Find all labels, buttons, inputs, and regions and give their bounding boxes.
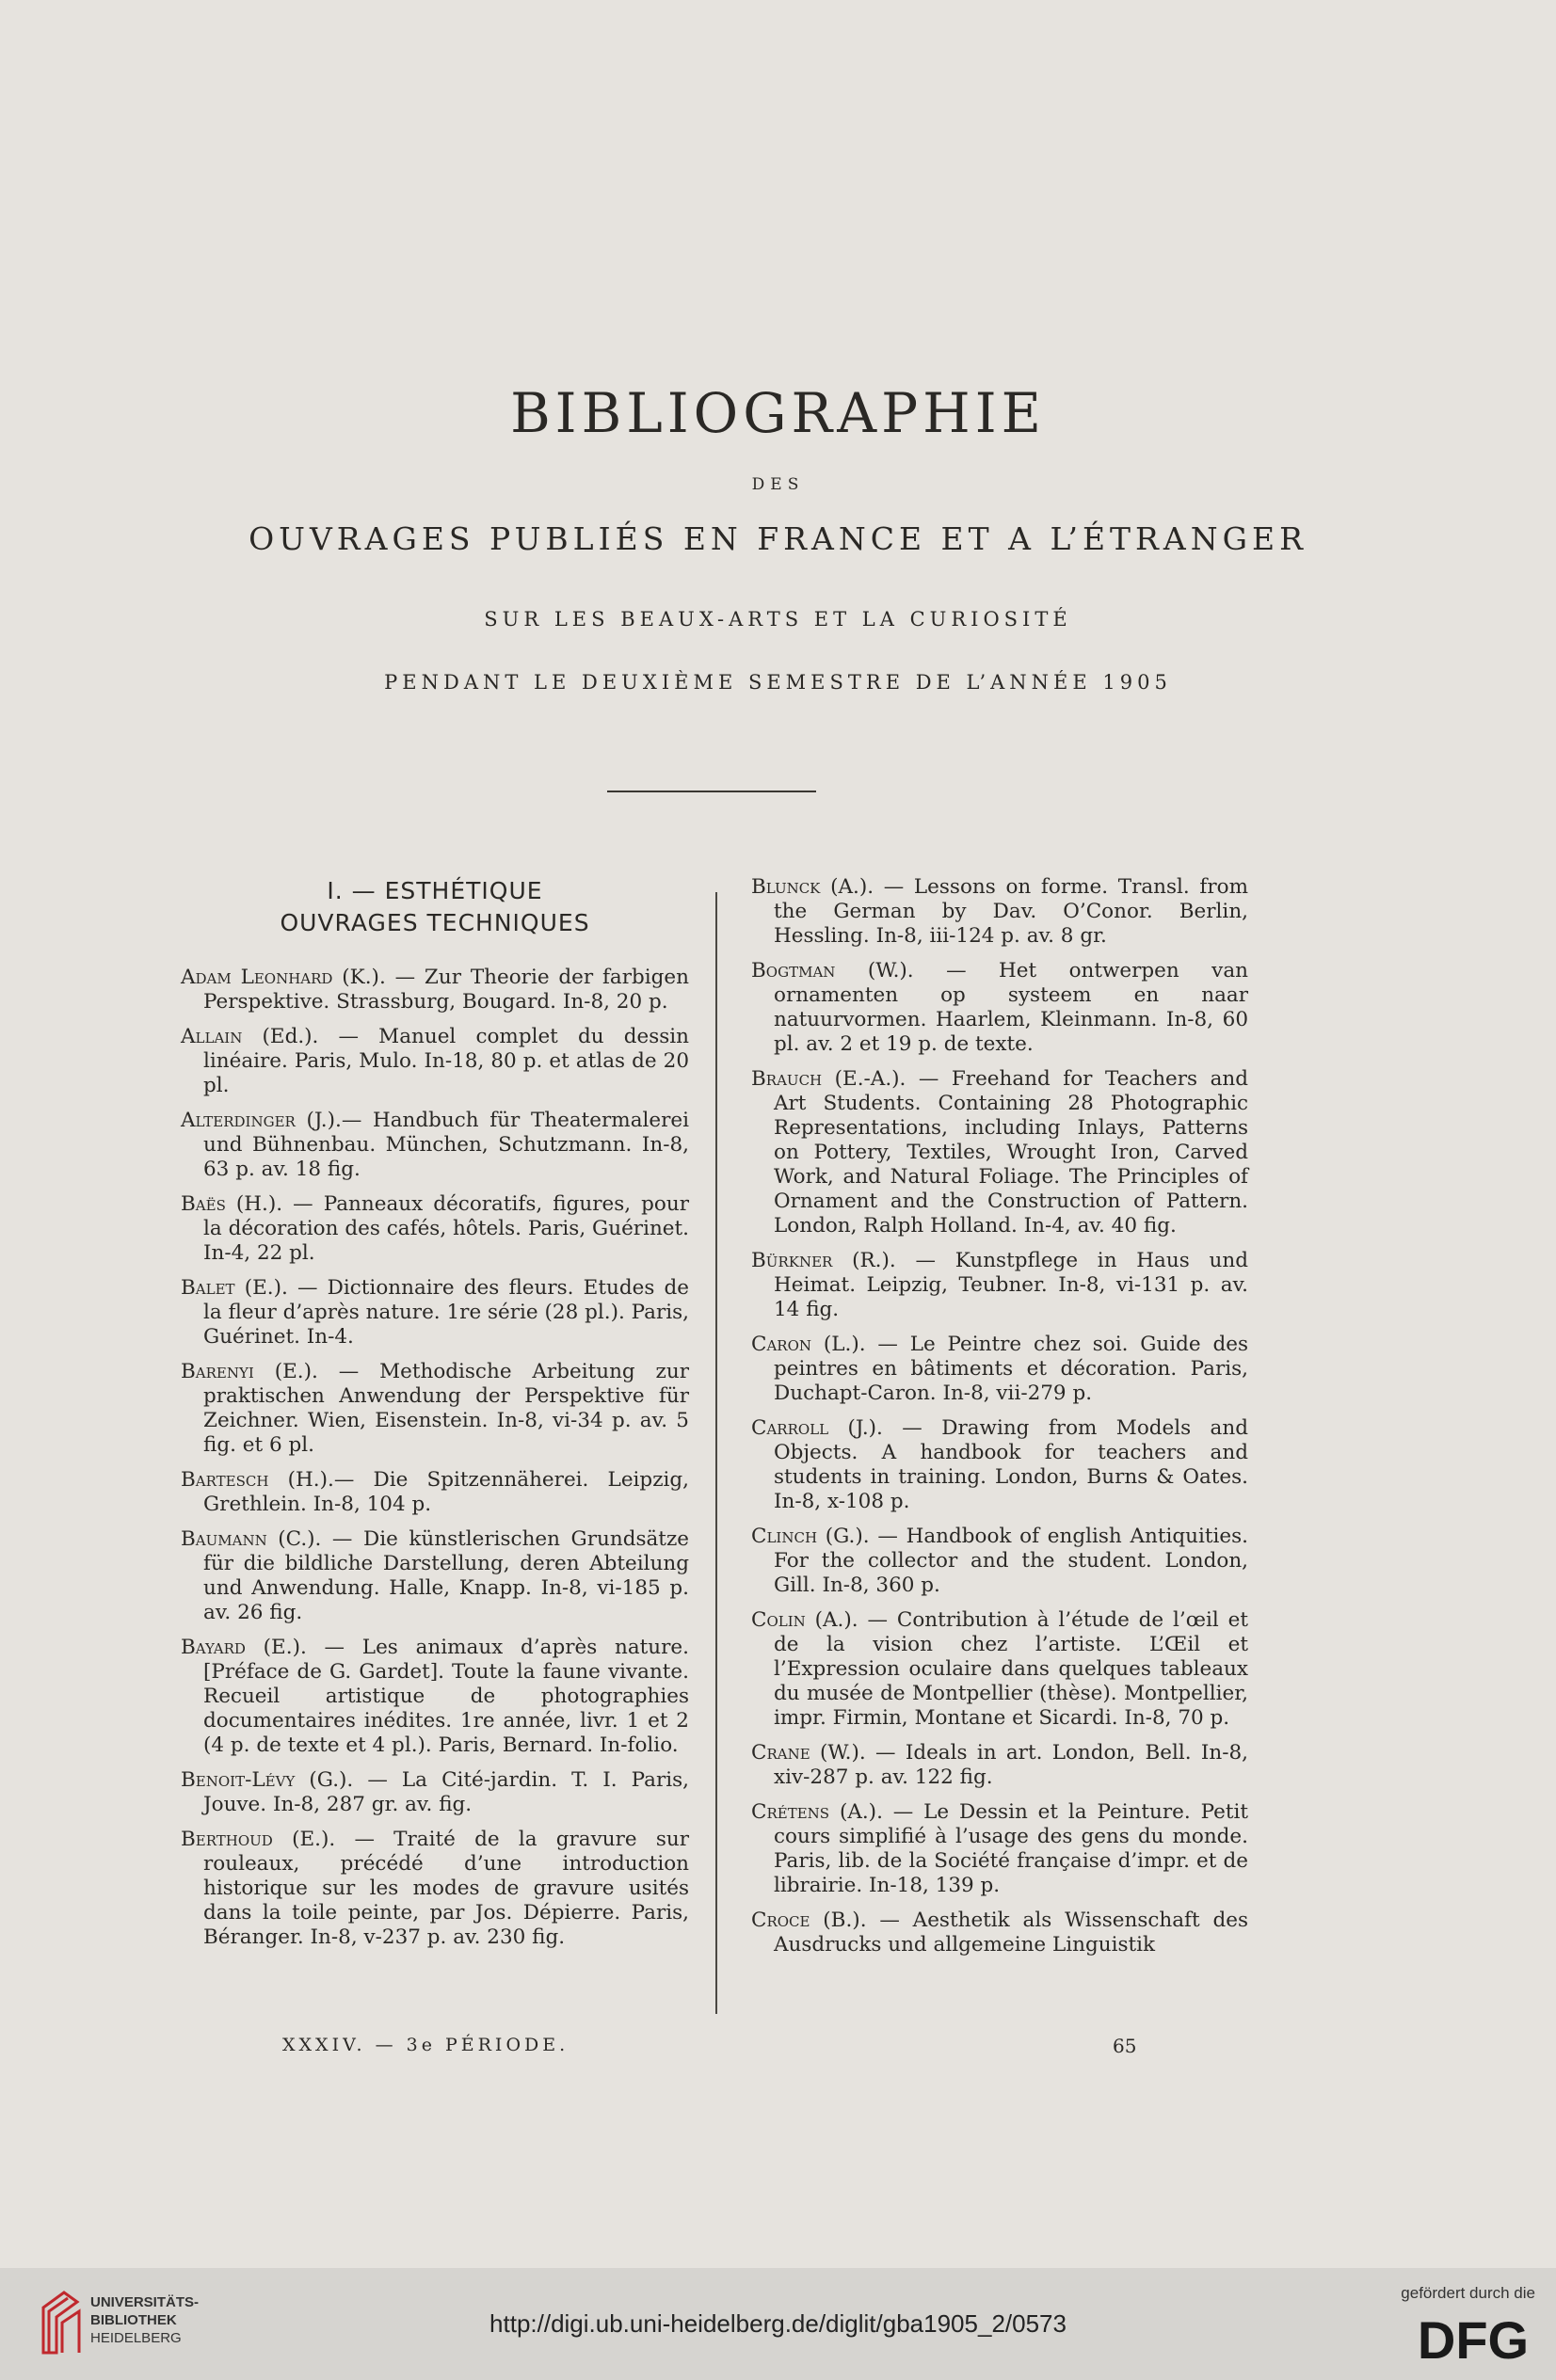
entry-author: Caron	[751, 1333, 811, 1356]
entry-author: Baës	[181, 1192, 226, 1216]
entry-text: (L.). — Le Peintre chez soi. Guide des peintres en bâtiments et décoration. Paris, Duchapt-Caron. In-8, vii-279 p.	[774, 1333, 1248, 1405]
entry-author: Adam Leonhard	[181, 966, 333, 989]
bibliography-entry	[181, 1768, 689, 1817]
entry-text: (J.). — Drawing from Models and Objects. A handbook for teachers and students in training. London, Burns & Oates. In-8, x-108 p.	[774, 1416, 1248, 1513]
bibliography-entry	[181, 1360, 689, 1458]
entry-author: Croce	[751, 1909, 810, 1932]
entry-text: (Ed.). — Manuel complet du dessin linéaire. Paris, Mulo. In-18, 80 p. et atlas de 20 pl.	[203, 1025, 689, 1097]
section-title	[181, 875, 689, 939]
entry-text: (A.). — Le Dessin et la Peinture. Petit cours simplifié à l’usage des gens du monde. Paris, lib. de la Société française d’impr. et de librairie. In-18, 139 p.	[774, 1800, 1248, 1897]
bibliography-entry	[181, 1109, 689, 1182]
entry-author: Crétens	[751, 1800, 830, 1824]
entry-author: Bayard	[181, 1636, 246, 1659]
entry-author: Benoit-Lévy	[181, 1768, 296, 1792]
permalink-url[interactable]: http://digi.ub.uni-heidelberg.de/diglit/gba1905_2/0573	[489, 2309, 1067, 2338]
bibliography-entry	[181, 966, 689, 1014]
page-title: BIBLIOGRAPHIE	[510, 381, 1046, 445]
bibliography-entry	[751, 959, 1248, 1057]
entry-text: (B.). — Aesthetik als Wissenschaft des Ausdrucks und allgemeine Linguistik	[774, 1909, 1248, 1957]
entry-text: (E.). — Dictionnaire des fleurs. Etudes de la fleur d’après nature. 1re série (28 pl.). Paris, Guérinet. In-4.	[203, 1276, 689, 1349]
entry-author: Bartesch	[181, 1468, 269, 1492]
bibliography-entry	[751, 875, 1248, 949]
bibliography-entry	[751, 1800, 1248, 1898]
funding-label: gefördert durch die	[1401, 2284, 1535, 2302]
title-des: DES	[751, 475, 805, 494]
entry-author: Blunck	[751, 875, 821, 899]
library-line3: HEIDELBERG	[90, 2330, 182, 2346]
right-entry-list	[751, 875, 1248, 1957]
viewer-bottom-bar	[0, 2268, 1556, 2380]
bibliography-entry	[181, 1192, 689, 1266]
entry-text: (G.). — La Cité-jardin. T. I. Paris, Jouve. In-8, 287 gr. av. fig.	[203, 1768, 689, 1816]
bibliography-entry	[751, 1249, 1248, 1322]
bibliography-entry	[181, 1468, 689, 1517]
left-column	[181, 875, 689, 1960]
entry-author: Barenyi	[181, 1360, 254, 1383]
entry-author: Colin	[751, 1608, 806, 1632]
entry-author: Berthoud	[181, 1828, 273, 1851]
bibliography-entry	[181, 1828, 689, 1950]
bibliography-entry	[751, 1067, 1248, 1238]
left-entry-list	[181, 966, 689, 1950]
bibliography-entry	[181, 1276, 689, 1350]
entry-text: (K.). — Zur Theorie der farbigen Perspektive. Strassburg, Bougard. In-8, 20 p.	[203, 966, 689, 1014]
bibliography-entry	[751, 1608, 1248, 1731]
entry-author: Carroll	[751, 1416, 829, 1440]
entry-text: (A.). — Contribution à l’étude de l’œil et de la vision chez l’artiste. L’Œil et l’Expression oculaire dans quelques tableaux du musée de Montpellier (thèse). Montpellier, impr. Firmin, Montane et Sicardi. In-8, 70 p.	[774, 1608, 1248, 1730]
dfg-logo-text: DFG	[1417, 2310, 1530, 2366]
entry-text: (H.).— Die Spitzennäherei. Leipzig, Grethlein. In-8, 104 p.	[203, 1468, 689, 1516]
title-pendant: PENDANT LE DEUXIÈME SEMESTRE DE L’ANNÉE 1905	[384, 671, 1172, 694]
entry-text: (E.). — Les animaux d’après nature. [Préface de G. Gardet]. Toute la faune vivante. Recueil artistique de photographies documentaires inédites. 1re année, livr. 1 et 2 (4 p. de texte et 4 pl.). Paris, Bernard. In-folio.	[203, 1636, 689, 1757]
entry-text: (E.-A.). — Freehand for Teachers and Art Students. Containing 28 Photographic Representations, including Inlays, Patterns on Pottery, Textiles, Wrought Iron, Carved Work, and Natural Foliage. The Principles of Ornament and the Construction of Pattern. London, Ralph Holland. In-4, av. 40 fig.	[774, 1067, 1248, 1238]
bibliography-entry	[181, 1025, 689, 1098]
entry-author: Brauch	[751, 1067, 823, 1091]
bibliography-entry	[751, 1416, 1248, 1514]
entry-text: (A.). — Lessons on forme. Transl. from the German by Dav. O’Conor. Berlin, Hessling. In-8, iii-124 p. av. 8 gr.	[774, 875, 1248, 948]
bibliography-entry	[751, 1741, 1248, 1790]
library-line2: BIBLIOTHEK	[90, 2312, 177, 2328]
entry-text: (W.). — Ideals in art. London, Bell. In-8, xiv-287 p. av. 122 fig.	[774, 1741, 1248, 1789]
entry-author: Crane	[751, 1741, 810, 1765]
entry-text: (G.). — Handbook of english Antiquities. For the collector and the student. London, Gill. In-8, 360 p.	[774, 1525, 1248, 1597]
bibliography-entry	[181, 1527, 689, 1625]
header-rule	[607, 791, 816, 792]
title-sur: SUR LES BEAUX-ARTS ET LA CURIOSITÉ	[484, 608, 1072, 631]
entry-text: (C.). — Die künstlerischen Grundsätze für die bildliche Darstellung, deren Abteilung und Anwendung. Halle, Knapp. In-8, vi-185 p. av. 26 fig.	[203, 1527, 689, 1624]
dfg-logo-icon[interactable]	[1411, 2309, 1535, 2366]
page-number: 65	[1113, 2035, 1137, 2057]
bibliography-entry	[751, 1333, 1248, 1406]
entry-author: Bogtman	[751, 959, 836, 982]
section-title-line2: OUVRAGES TECHNIQUES	[280, 909, 590, 936]
bibliography-entry	[751, 1525, 1248, 1598]
column-divider	[715, 892, 717, 2014]
entry-text: (E.). — Traité de la gravure sur rouleaux, précédé d’une introduction historique sur les modes de gravure usités dans la toile peinte, par Jos. Dépierre. Paris, Béranger. In-8, v-237 p. av. 230 fig.	[203, 1828, 689, 1949]
bibliography-entry	[751, 1909, 1248, 1957]
footer-signature: XXXIV. — 3e PÉRIODE.	[282, 2035, 569, 2055]
entry-text: (J.).— Handbuch für Theatermalerei und Bühnenbau. München, Schutzmann. In-8, 63 p. av. 18 fig.	[203, 1109, 689, 1181]
entry-text: (E.). — Methodische Arbeitung zur praktischen Anwendung der Perspektive für Zeichner. Wien, Eisenstein. In-8, vi-34 p. av. 5 fig. et 6 pl.	[203, 1360, 689, 1457]
entry-author: Balet	[181, 1276, 235, 1300]
library-line1: UNIVERSITÄTS-	[90, 2294, 200, 2310]
right-column	[751, 875, 1248, 1968]
entry-author: Clinch	[751, 1525, 818, 1548]
section-title-line1: I. — ESTHÉTIQUE	[327, 877, 543, 904]
entry-author: Baumann	[181, 1527, 267, 1551]
entry-author: Allain	[181, 1025, 243, 1048]
entry-text: (R.). — Kunstpflege in Haus und Heimat. Leipzig, Teubner. In-8, vi-131 p. av. 14 fig.	[774, 1249, 1248, 1321]
entry-text: (W.). — Het ontwerpen van ornamenten op systeem en naar natuurvormen. Haarlem, Kleinmann. In-8, 60 pl. av. 2 et 19 p. de texte.	[774, 959, 1248, 1056]
entry-text: (H.). — Panneaux décoratifs, figures, pour la décoration des cafés, hôtels. Paris, Guérinet. In-4, 22 pl.	[203, 1192, 689, 1265]
bibliography-entry	[181, 1636, 689, 1758]
entry-author: Alterdinger	[181, 1109, 296, 1132]
title-ouvrages: OUVRAGES PUBLIÉS EN FRANCE ET A L’ÉTRANGER	[249, 520, 1307, 557]
entry-author: Bürkner	[751, 1249, 833, 1272]
